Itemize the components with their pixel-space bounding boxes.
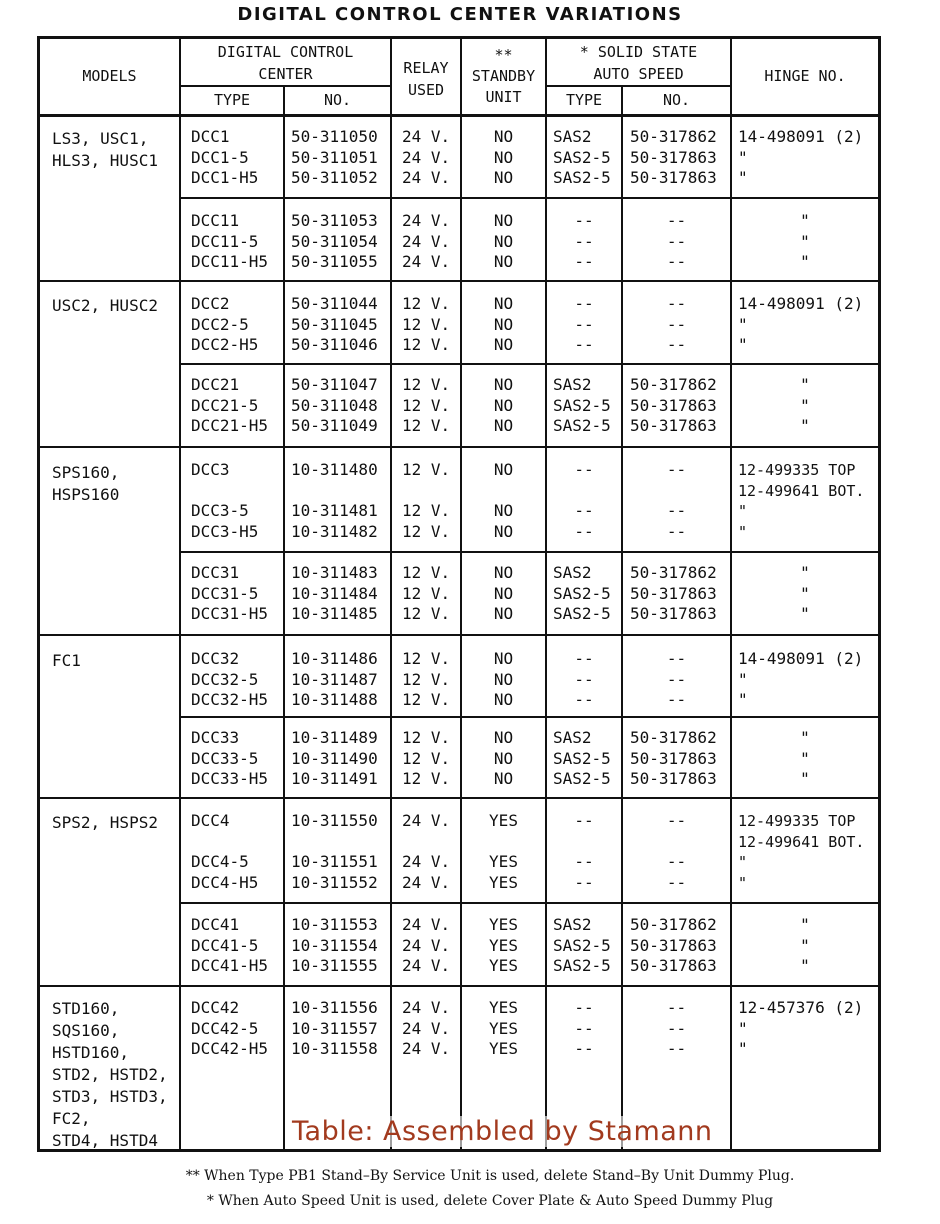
header-bottom-line (40, 114, 878, 117)
standby-cell: YES YES YES (489, 915, 518, 976)
models-cell: SPS2, HSPS2 (52, 813, 158, 832)
dcc-no-cell: 50-311053 50-311054 50-311055 (291, 211, 378, 272)
header-sas-type: TYPE (565, 91, 603, 109)
hinge-cell: " " " (800, 563, 810, 624)
models-cell: LS3, USC1, HLS3, HUSC1 (52, 129, 158, 170)
models-cell: USC2, HUSC2 (52, 296, 158, 315)
sas-no-cell: 50-317862 50-317863 50-317863 (630, 127, 717, 188)
relay-cell: 12 V. 12 V. 12 V. (402, 563, 451, 624)
hinge-cell: 12-457376 (2) " " (738, 998, 864, 1059)
sas-type-cell: SAS2 SAS2-5 SAS2-5 (553, 127, 611, 188)
dcc-no-cell: 10-311483 10-311484 10-311485 (291, 563, 378, 624)
dcc-no-cell: 50-311050 50-311051 50-311052 (291, 127, 378, 188)
relay-cell: 24 V. 24 V. 24 V. (402, 998, 451, 1059)
dcc-type-cell: DCC42 DCC42-5 DCC42-H5 (191, 998, 269, 1059)
dcc-type-cell: DCC32 DCC32-5 DCC32-H5 (191, 649, 269, 710)
sas-type-cell: -- -- -- (574, 649, 594, 710)
header-relay: RELAY USED (403, 59, 449, 99)
hinge-cell: 14-498091 (2) " " (738, 127, 864, 188)
dcc-no-cell: 50-311044 50-311045 50-311046 (291, 294, 378, 355)
dcc-type-cell: DCC11 DCC11-5 DCC11-H5 (191, 211, 269, 272)
header-sas: * SOLID STATE AUTO SPEED (579, 43, 698, 83)
sas-type-cell: -- -- -- (574, 294, 594, 355)
models-cell: STD160, SQS160, HSTD160, STD2, HSTD2, STD3, HSTD3, FC2, STD4, HSTD4 (52, 999, 168, 1150)
standby-cell: NO NO NO (493, 375, 514, 436)
dcc-type-cell: DCC41 DCC41-5 DCC41-H5 (191, 915, 269, 976)
dcc-type-cell: DCC2 DCC2-5 DCC2-H5 (191, 294, 259, 355)
sas-type-cell: SAS2 SAS2-5 SAS2-5 (553, 915, 611, 976)
header-models: MODELS (82, 67, 137, 85)
dcc-no-cell: 10-311480 10-311481 10-311482 (291, 460, 378, 542)
dcc-no-cell: 50-311047 50-311048 50-311049 (291, 375, 378, 436)
sas-no-cell: 50-317862 50-317863 50-317863 (630, 915, 717, 976)
dcc-type-cell: DCC33 DCC33-5 DCC33-H5 (191, 728, 269, 789)
sas-no-cell: 50-317862 50-317863 50-317863 (630, 563, 717, 624)
dcc-type-cell: DCC4 DCC4-5 DCC4-H5 (191, 811, 259, 893)
sas-type-cell: -- -- -- (574, 998, 594, 1059)
relay-cell: 12 V. 12 V. 12 V. (402, 294, 451, 355)
sas-type-cell: -- -- -- (574, 211, 594, 272)
group-divider (179, 902, 878, 904)
page-title: DIGITAL CONTROL CENTER VARIATIONS (237, 4, 683, 25)
relay-cell: 12 V. 12 V. 12 V. (402, 649, 451, 710)
dcc-type-cell: DCC21 DCC21-5 DCC21-H5 (191, 375, 269, 436)
group-divider (179, 716, 878, 718)
sas-type-cell: SAS2 SAS2-5 SAS2-5 (553, 728, 611, 789)
dcc-no-cell: 10-311486 10-311487 10-311488 (291, 649, 378, 710)
group-divider (179, 363, 878, 365)
column-divider (283, 85, 285, 1149)
watermark-text: Table: Assembled by Stamann (292, 1116, 713, 1147)
standby-cell: NO NO NO (493, 728, 514, 789)
relay-cell: 24 V. 24 V. 24 V. (402, 127, 451, 188)
dcc-no-cell: 10-311556 10-311557 10-311558 (291, 998, 378, 1059)
dcc-no-cell: 10-311489 10-311490 10-311491 (291, 728, 378, 789)
hinge-cell: " " " (800, 728, 810, 789)
relay-cell: 24 V. 24 V. 24 V. (402, 915, 451, 976)
standby-cell: NO NO NO (493, 649, 514, 710)
sas-no-cell: -- -- -- (666, 649, 687, 710)
header-hinge: HINGE NO. (764, 67, 846, 85)
models-cell: FC1 (52, 651, 81, 670)
dcc-type-cell: DCC1 DCC1-5 DCC1-H5 (191, 127, 259, 188)
dcc-no-cell: 10-311553 10-311554 10-311555 (291, 915, 378, 976)
sas-no-cell: -- -- -- (666, 460, 687, 542)
standby-cell: NO NO NO (493, 211, 514, 272)
standby-cell: NO NO NO (493, 460, 514, 542)
hinge-cell: 14-498091 (2) " " (738, 649, 864, 710)
column-divider (390, 39, 392, 1149)
sas-no-cell: -- -- -- (666, 294, 687, 355)
header-subline (179, 85, 392, 87)
sas-no-cell: -- -- -- (666, 211, 687, 272)
group-divider (179, 551, 878, 553)
section-divider (40, 985, 878, 987)
header-sas-no: NO. (662, 91, 691, 109)
relay-cell: 12 V. 12 V. 12 V. (402, 728, 451, 789)
standby-cell: YES YES YES (489, 998, 518, 1059)
header-standby: ** STANDBY UNIT (471, 46, 536, 106)
sas-type-cell: SAS2 SAS2-5 SAS2-5 (553, 375, 611, 436)
section-divider (40, 446, 878, 448)
standby-cell: YES YES YES (489, 811, 518, 893)
sas-no-cell: -- -- -- (666, 811, 687, 893)
header-subline (545, 85, 732, 87)
hinge-cell: " " " (800, 375, 810, 436)
dcc-no-cell: 10-311550 10-311551 10-311552 (291, 811, 378, 893)
hinge-cell: " " " (800, 211, 810, 272)
dcc-type-cell: DCC31 DCC31-5 DCC31-H5 (191, 563, 269, 624)
hinge-cell: " " " (800, 915, 810, 976)
relay-cell: 24 V. 24 V. 24 V. (402, 211, 451, 272)
section-divider (40, 280, 878, 282)
sas-no-cell: 50-317862 50-317863 50-317863 (630, 728, 717, 789)
section-divider (40, 797, 878, 799)
header-dcc: DIGITAL CONTROL CENTER (217, 43, 354, 83)
header-dcc-type: TYPE (213, 91, 251, 109)
relay-cell: 12 V. 12 V. 12 V. (402, 375, 451, 436)
sas-type-cell: -- -- -- (574, 460, 594, 542)
hinge-cell: 12-499335 TOP 12-499641 BOT. " " (738, 812, 865, 893)
relay-cell: 12 V. 12 V. 12 V. (402, 460, 451, 542)
sas-no-cell: -- -- -- (666, 998, 687, 1059)
group-divider (179, 197, 878, 199)
section-divider (40, 634, 878, 636)
standby-cell: NO NO NO (493, 294, 514, 355)
variations-table (37, 36, 881, 1152)
hinge-cell: 14-498091 (2) " " (738, 294, 864, 355)
standby-cell: NO NO NO (493, 127, 514, 188)
dcc-type-cell: DCC3 DCC3-5 DCC3-H5 (191, 460, 259, 542)
hinge-cell: 12-499335 TOP 12-499641 BOT. " " (738, 461, 865, 542)
column-divider (545, 39, 547, 1149)
sas-type-cell: -- -- -- (574, 811, 594, 893)
header-dcc-no: NO. (323, 91, 352, 109)
sas-type-cell: SAS2 SAS2-5 SAS2-5 (553, 563, 611, 624)
standby-cell: NO NO NO (493, 563, 514, 624)
column-divider (179, 39, 181, 1149)
models-cell: SPS160, HSPS160 (52, 463, 120, 504)
sas-no-cell: 50-317862 50-317863 50-317863 (630, 375, 717, 436)
relay-cell: 24 V. 24 V. 24 V. (402, 811, 451, 893)
footnote-standby: ** When Type PB1 Stand–By Service Unit is used, delete Stand–By Unit Dummy Plug. (185, 1168, 795, 1184)
footnote-auto-speed: * When Auto Speed Unit is used, delete Cover Plate & Auto Speed Dummy Plug (206, 1193, 774, 1209)
